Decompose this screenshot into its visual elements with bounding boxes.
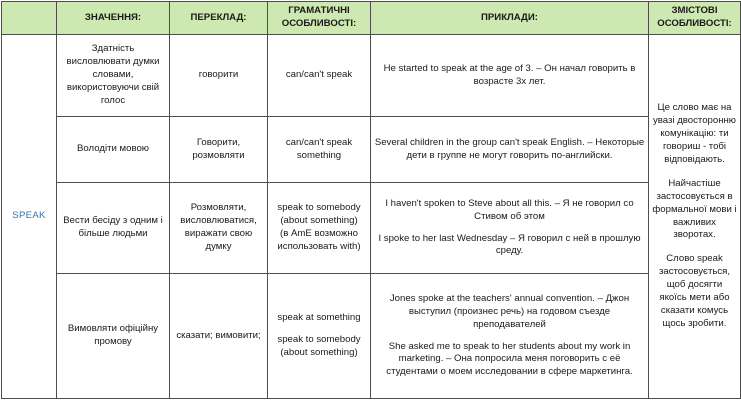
note-text: Найчастіше застосовується в формальної мови і важливих зворотах. [652, 177, 737, 241]
header-word [2, 2, 57, 35]
meaning-cell: Вимовляти офіційну промову [57, 274, 170, 399]
grammar-line: (в AmE возможно использовать with) [277, 228, 361, 252]
header-row [2, 2, 741, 35]
word-cell: SPEAK [2, 35, 57, 399]
translation-cell: сказати; вимовити; [170, 274, 268, 399]
grammar-line: can/can't speak something [285, 136, 353, 161]
note-text: Слово speak застосовується, щоб досягти якоїсь мети або сказати комусь щось зробити. [658, 253, 731, 330]
example-line: Several children in the group can't speak English. – Некоторые дети в группе не могут говорить по-английски. [374, 136, 645, 161]
grammar-line: can/can't speak [285, 69, 353, 81]
table-row [2, 35, 741, 117]
grammar-cell [268, 117, 371, 183]
notes-cell [649, 35, 741, 399]
example-line: I spoke to her last Wednesday – Я говорил с ней в прошлую среду. [378, 232, 641, 257]
header-grammar: ГРАМАТИЧНІ ОСОБЛИВОСТІ: [268, 2, 371, 35]
examples-cell [371, 117, 649, 183]
grammar-line: speak at something [277, 312, 361, 324]
examples-cell [371, 183, 649, 274]
example-line: She asked me to speak to her students about my work in marketing. – Она попросила меня поговорить с её студентами о моем исследовании в сфере маркетинга. [386, 340, 633, 378]
example-line: He started to speak at the age of 3. – Он начал говорить в возрасте 3х лет. [383, 62, 636, 87]
translation-cell: говорити [170, 35, 268, 117]
meaning-cell: Здатність висловлювати думки словами, використовуючи свій голос [57, 35, 170, 117]
translation-cell: Говорити, розмовляти [170, 117, 268, 183]
grammar-cell [268, 35, 371, 117]
examples-cell [371, 35, 649, 117]
table-row [2, 117, 741, 183]
example-line: I haven't spoken to Steve about all this. – Я не говорил со Стивом об этом [385, 197, 634, 222]
meaning-cell: Володіти мовою [57, 117, 170, 183]
header-meaning: ЗНАЧЕННЯ: [57, 2, 170, 35]
meaning-cell: Вести бесіду з одним і більше людьми [57, 183, 170, 274]
grammar-line: speak to somebody (about something) [277, 334, 361, 358]
header-examples: ПРИКЛАДИ: [371, 2, 649, 35]
table-row [2, 274, 741, 399]
grammar-cell [268, 183, 371, 274]
table-row [2, 183, 741, 274]
note-text: Це слово має на увазі двосторонню комунікацію: ти говориш - тобі відповідають. [652, 102, 736, 165]
header-notes: ЗМІСТОВІ ОСОБЛИВОСТІ: [649, 2, 741, 35]
example-line: Jones spoke at the teachers' annual convention. – Джон выступил (произнес речь) на годовом съезде преподавателей [389, 292, 630, 330]
examples-cell [371, 274, 649, 399]
vocabulary-table [1, 1, 741, 399]
grammar-line: speak to somebody (about something) [277, 202, 361, 227]
grammar-cell [268, 274, 371, 399]
header-translation: ПЕРЕКЛАД: [170, 2, 268, 35]
translation-cell: Розмовляти, висловлюватися, виражати свою думку [170, 183, 268, 274]
